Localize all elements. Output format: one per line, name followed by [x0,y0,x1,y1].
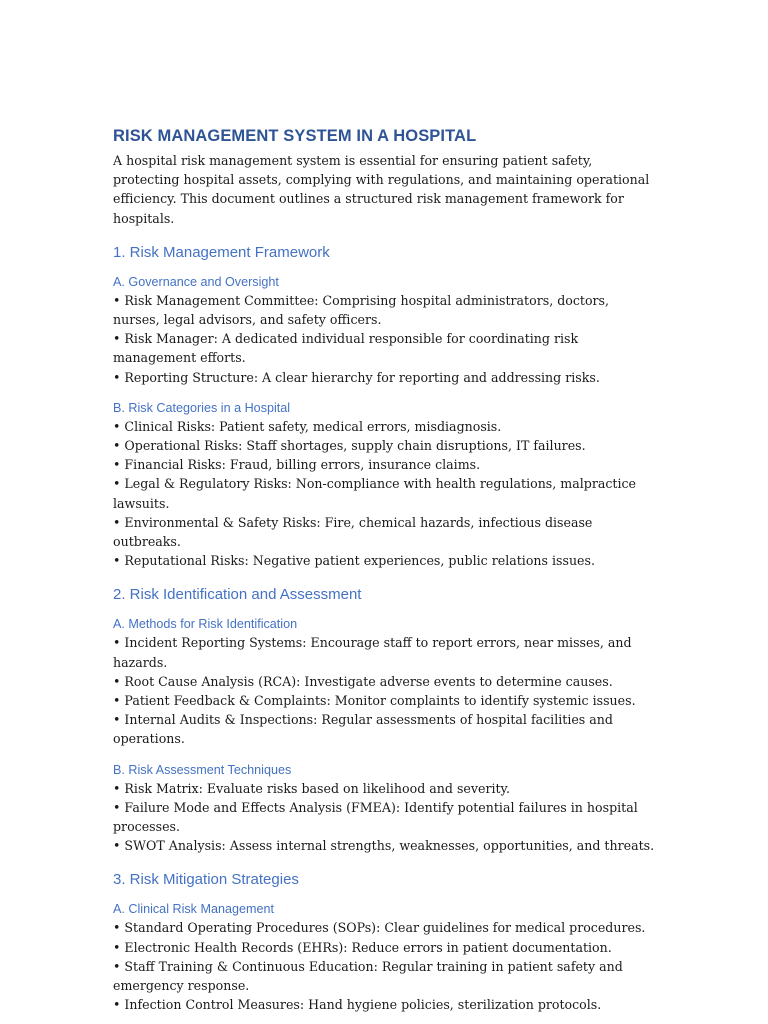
list-item: • Financial Risks: Fraud, billing errors, insurance claims. [113,457,481,473]
list-item: • Risk Matrix: Evaluate risks based on likelihood and severity. [113,780,510,796]
list-item: • Reputational Risks: Negative patient experiences, public relations issues. [113,553,595,569]
section-heading: 2. Risk Identification and Assessment [113,586,362,604]
list-item: • Staff Training & Continuous Education: Regular training in patient safety and emergency response. [113,958,623,994]
bullet-list [113,779,658,856]
list-item: • Internal Audits & Inspections: Regular assessments of hospital facilities and operations. [113,712,613,747]
list-item: • Electronic Health Records (EHRs): Reduce errors in patient documentation. [113,939,612,955]
document-title: RISK MANAGEMENT SYSTEM IN A HOSPITAL [113,127,477,145]
list-item: • Legal & Regulatory Risks: Non-compliance with health regulations, malpractice lawsuits. [113,476,636,511]
bullet-list [113,417,658,571]
section-heading: 1. Risk Management Framework [113,243,330,261]
intro-paragraph: A hospital risk management system is essential for ensuring patient safety, protecting hospital assets, complying with regulations, and maintaining operational efficiency. This document outlines a structured risk management framework for hospitals. [113,153,650,226]
list-item: • Infection Control Measures: Hand hygiene policies, sterilization protocols. [113,997,602,1013]
subsection-heading: B. Risk Assessment Techniques [113,762,292,777]
bullet-list [113,633,658,748]
list-item: • SWOT Analysis: Assess internal strengths, weaknesses, opportunities, and threats. [113,838,655,854]
document-content [113,126,658,1015]
list-item: • Risk Management Committee: Comprising hospital administrators, doctors, nurses, legal advisors, and safety officers. [113,292,610,328]
bullet-list [113,918,658,1014]
section-heading: 3. Risk Mitigation Strategies [113,871,299,889]
list-item: • Environmental & Safety Risks: Fire, chemical hazards, infectious disease outbreaks. [113,514,593,550]
list-item: • Root Cause Analysis (RCA): Investigate adverse events to determine causes. [113,673,613,689]
list-item: • Failure Mode and Effects Analysis (FMEA): Identify potential failures in hospital processes. [113,799,638,835]
list-item: • Incident Reporting Systems: Encourage staff to report errors, near misses, and hazards. [113,635,632,670]
subsection-heading: B. Risk Categories in a Hospital [113,400,291,415]
list-item: • Patient Feedback & Complaints: Monitor complaints to identify systemic issues. [113,693,636,709]
subsection-heading: A. Methods for Risk Identification [113,617,298,632]
list-item: • Risk Manager: A dedicated individual responsible for coordinating risk management efforts. [113,331,579,366]
list-item: • Operational Risks: Staff shortages, supply chain disruptions, IT failures. [113,438,586,454]
subsection-heading: A. Governance and Oversight [113,274,279,289]
list-item: • Standard Operating Procedures (SOPs): Clear guidelines for medical procedures. [113,920,646,936]
list-item: • Reporting Structure: A clear hierarchy for reporting and addressing risks. [113,369,600,385]
list-item: • Clinical Risks: Patient safety, medical errors, misdiagnosis. [113,418,502,434]
bullet-list [113,291,658,387]
subsection-heading: A. Clinical Risk Management [113,902,274,917]
